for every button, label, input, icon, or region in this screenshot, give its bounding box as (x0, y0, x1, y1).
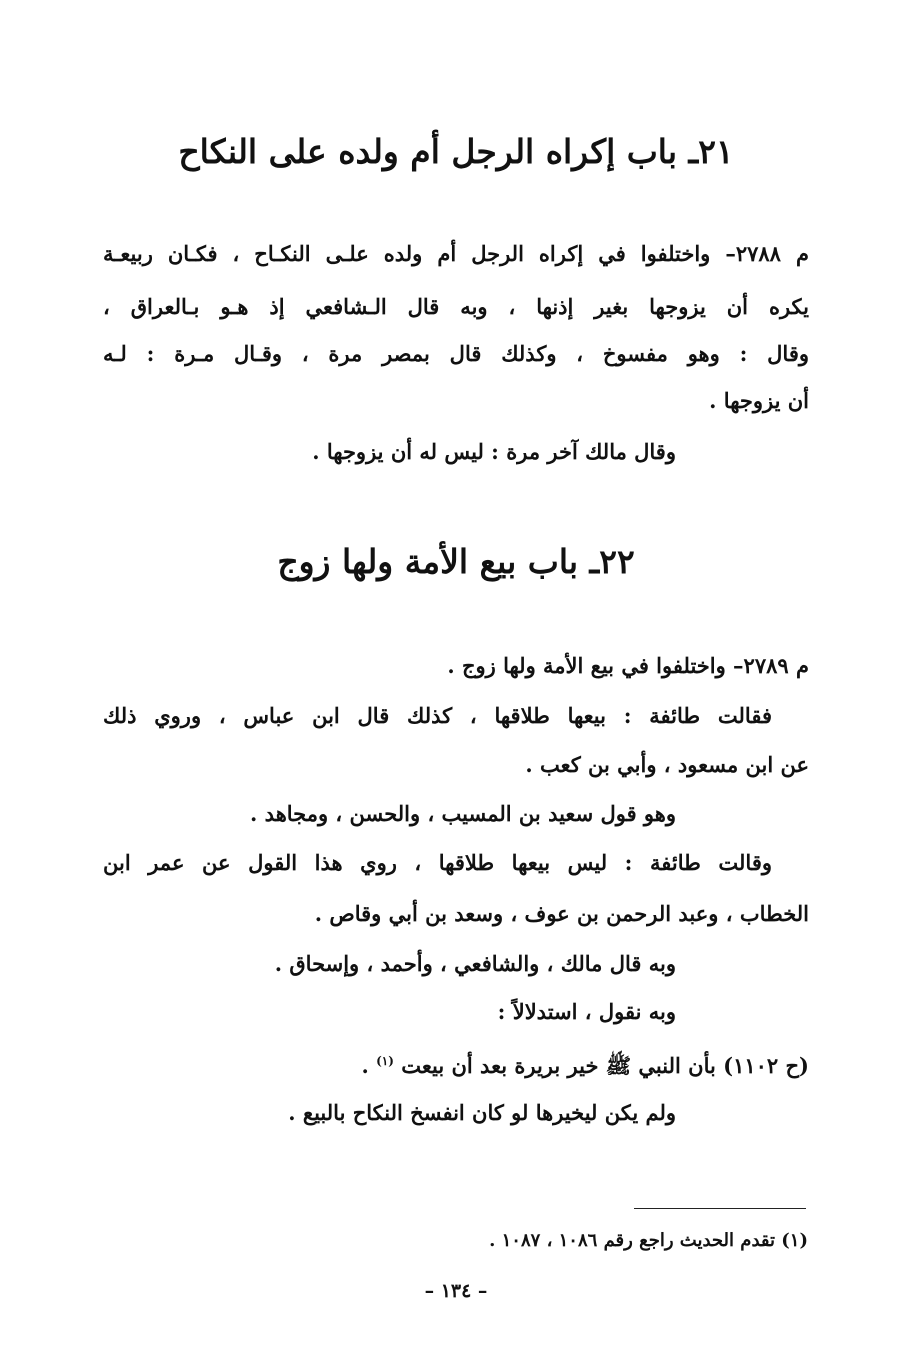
paragraph-line: وهو قول سعيد بن المسيب ، والحسن ، ومجاهد . (250, 801, 676, 826)
paragraph-line: عن ابن مسعود ، وأبي بن كعب . (525, 752, 809, 777)
paragraph-line: م ٢٧٨٩– واختلفوا في بيع الأمة ولها زوج . (447, 653, 809, 678)
footnote: (١) تقدم الحديث راجع رقم ١٠٨٦ ، ١٠٨٧ . (489, 1230, 808, 1251)
paragraph-line: الخطاب ، وعبد الرحمن بن عوف ، وسعد بن أبي وقاص . (314, 901, 809, 926)
paragraph-line: أن يزوجها . (709, 388, 809, 413)
hadith-text: (ح ١١٠٢) بأن النبي ﷺ خير بريرة بعد أن بيعت (401, 1053, 809, 1078)
paragraph-line: م ٢٧٨٨– واختلفوا في إكراه الرجل أم ولده علـى النكـاح ، فكـان ربيعـة (103, 241, 809, 266)
paragraph-line: ولم يكن ليخيرها لو كان انفسخ النكاح بالبيع . (288, 1100, 676, 1125)
paragraph-line: وقال مالك آخر مرة : ليس له أن يزوجها . (312, 439, 676, 464)
paragraph-line: وقال : وهو مفسوخ ، وكذلك قال بمصر مرة ، وقـال مـرة : لـه (103, 341, 809, 366)
paragraph-line: وبه نقول ، استدلالاً : (497, 999, 676, 1024)
paragraph-line: يكره أن يزوجها بغير إذنها ، وبه قال الـشافعي إذ هـو بـالعراق ، (103, 294, 809, 319)
paragraph-line: وقالت طائفة : ليس بيعها طلاقها ، روي هذا القول عن عمر ابن (103, 850, 772, 875)
page-number: – ١٣٤ – (424, 1280, 488, 1302)
hadith-end: . (361, 1053, 377, 1078)
section-21-title: ٢١ـ باب إكراه الرجل أم ولده على النكاح (178, 132, 734, 171)
footnote-divider (634, 1208, 806, 1209)
paragraph-line: وبه قال مالك ، والشافعي ، وأحمد ، وإسحاق . (274, 951, 676, 976)
paragraph-line: فقالت طائفة : بيعها طلاقها ، كذلك قال ابن عباس ، وروي ذلك (103, 703, 772, 728)
footnote-ref: (١) (376, 1054, 394, 1068)
section-22-title: ٢٢ـ باب بيع الأمة ولها زوج (277, 542, 635, 581)
hadith-line (361, 1043, 809, 1084)
